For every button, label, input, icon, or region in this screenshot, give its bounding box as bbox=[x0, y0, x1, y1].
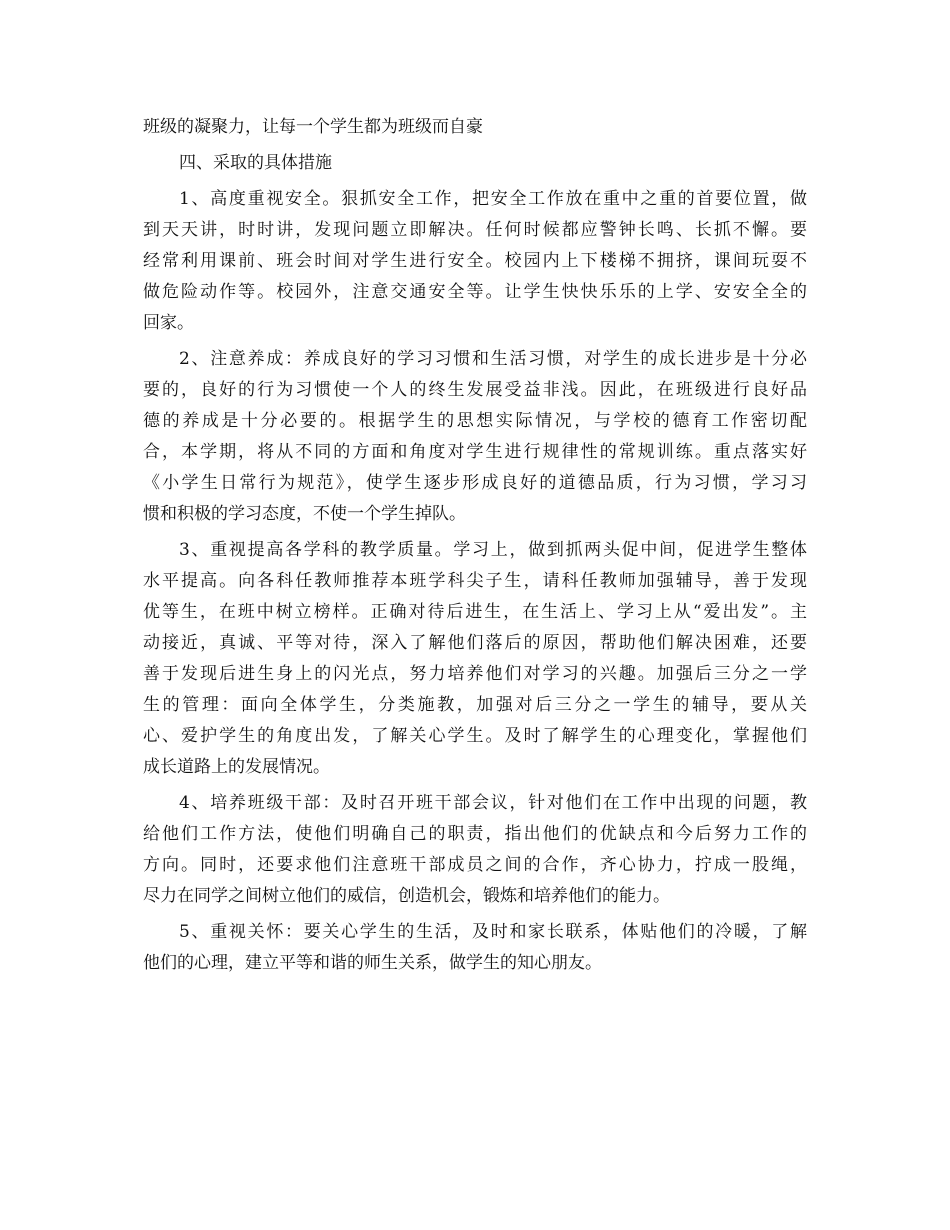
text-line: 水平提高。向各科任教师推荐本班学科尖子生，请科任教师加强辅导，善于发现 bbox=[143, 571, 807, 591]
text-line: 善于发现后进生身上的闪光点，努力培养他们对学习的兴趣。加强后三分之一学 bbox=[143, 664, 807, 684]
section-heading bbox=[143, 148, 807, 179]
paragraph-teaching-quality bbox=[143, 535, 807, 783]
text-line: 心、爱护学生的角度出发，了解关心学生。及时了解学生的心理变化，掌握他们 bbox=[143, 726, 807, 746]
text-line: 经常利用课前、班会时间对学生进行安全。校园内上下楼梯不拥挤，课间玩耍不 bbox=[143, 251, 807, 271]
text-line: 到天天讲，时时讲，发现问题立即解决。任何时候都应警钟长鸣、长抓不懈。要 bbox=[143, 220, 807, 240]
text-line: 要的，良好的行为习惯使一个人的终生发展受益非浅。因此，在班级进行良好品 bbox=[143, 380, 807, 400]
text-line: 2、注意养成：养成良好的学习习惯和生活习惯，对学生的成长进步是十分必 bbox=[179, 349, 807, 369]
text-line: 回家。 bbox=[143, 313, 194, 333]
paragraph-habits bbox=[143, 344, 807, 530]
text-line: 成长道路上的发展情况。 bbox=[143, 757, 330, 777]
heading-line: 四、采取的具体措施 bbox=[179, 153, 332, 173]
text-line: 方向。同时，还要求他们注意班干部成员之间的合作，齐心协力，拧成一股绳， bbox=[143, 855, 807, 875]
paragraph-safety bbox=[143, 184, 807, 339]
text-line: 动接近，真诚、平等对待，深入了解他们落后的原因，帮助他们解决困难，还要 bbox=[143, 633, 807, 653]
text-line: 班级的凝聚力，让每一个学生都为班级而自豪 bbox=[143, 117, 483, 137]
text-line: 5、重视关怀：要关心学生的生活，及时和家长联系，体贴他们的冷暖，了解 bbox=[179, 922, 807, 942]
text-line: 他们的心理，建立平等和谐的师生关系，做学生的知心朋友。 bbox=[143, 953, 602, 973]
text-line: 给他们工作方法，使他们明确自己的职责，指出他们的优缺点和今后努力工作的 bbox=[143, 824, 807, 844]
text-line: 4、培养班级干部：及时召开班干部会议，针对他们在工作中出现的问题，教 bbox=[179, 793, 807, 813]
text-line: 1、高度重视安全。狠抓安全工作，把安全工作放在重中之重的首要位置，做 bbox=[179, 189, 807, 209]
document-body bbox=[143, 112, 807, 984]
text-line: 生的管理：面向全体学生，分类施教，加强对后三分之一学生的辅导，要从关 bbox=[143, 695, 807, 715]
text-line: 惯和积极的学习态度，不使一个学生掉队。 bbox=[143, 504, 466, 524]
paragraph-care bbox=[143, 917, 807, 979]
text-line: 3、重视提高各学科的教学质量。学习上，做到抓两头促中间，促进学生整体 bbox=[179, 540, 807, 560]
paragraph-intro-tail bbox=[143, 112, 807, 143]
text-line: 尽力在同学之间树立他们的威信，创造机会，锻炼和培养他们的能力。 bbox=[143, 886, 670, 906]
text-line: 做危险动作等。校园外，注意交通安全等。让学生快快乐乐的上学、安安全全的 bbox=[143, 282, 807, 302]
text-line: 《小学生日常行为规范》，使学生逐步形成良好的道德品质，行为习惯，学习习 bbox=[143, 473, 807, 493]
paragraph-class-cadres bbox=[143, 788, 807, 912]
text-line: 合，本学期，将从不同的方面和角度对学生进行规律性的常规训练。重点落实好 bbox=[143, 442, 807, 462]
text-line: 优等生，在班中树立榜样。正确对待后进生，在生活上、学习上从“爱出发”。主 bbox=[143, 602, 807, 622]
text-line: 德的养成是十分必要的。根据学生的思想实际情况，与学校的德育工作密切配 bbox=[143, 411, 807, 431]
